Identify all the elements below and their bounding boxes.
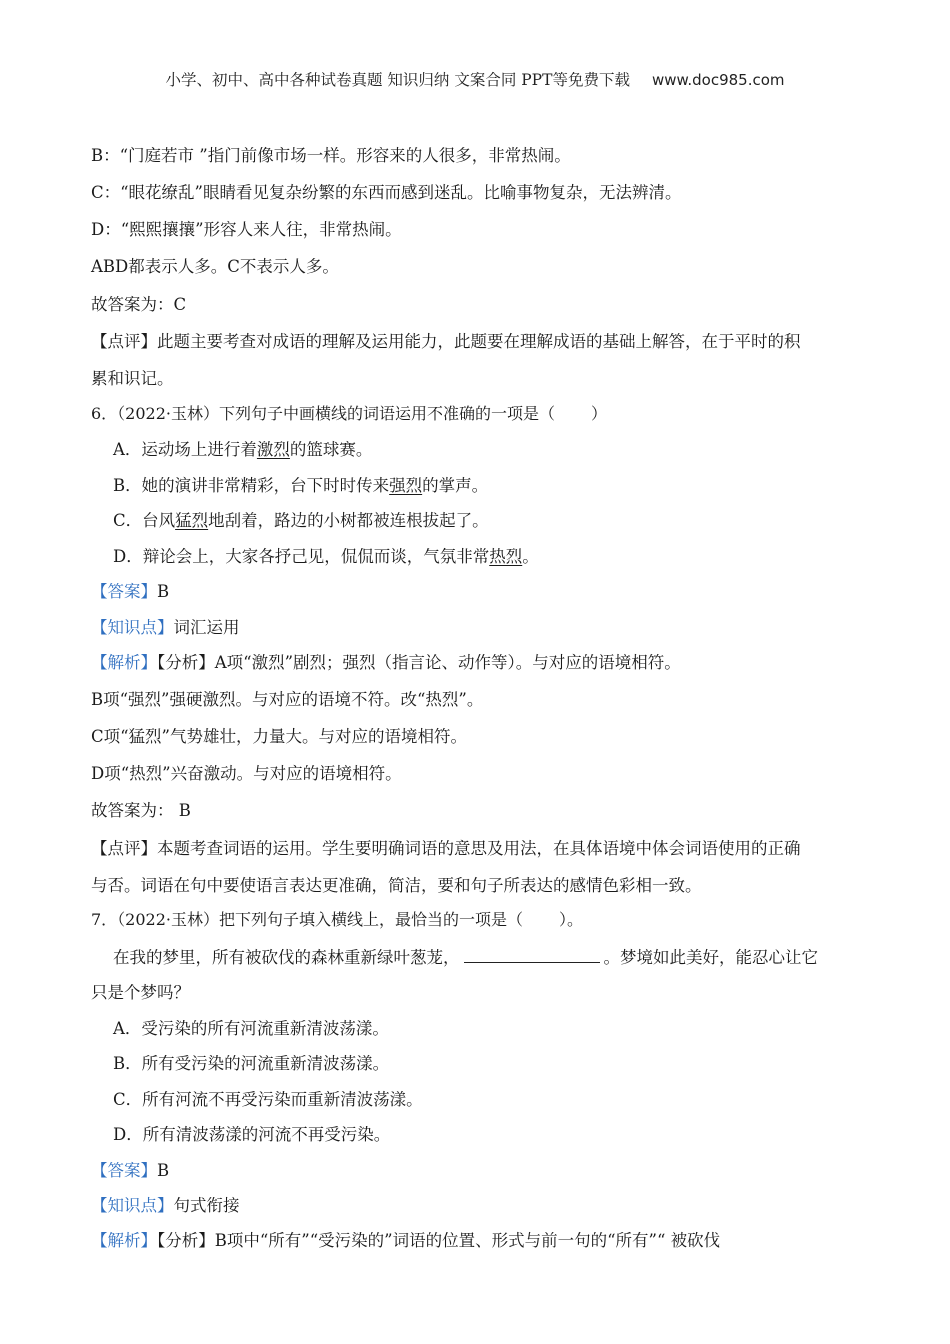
q6-option-c bbox=[113, 513, 489, 530]
option-text: 地刮着，路边的小树都被连根拔起了。 bbox=[208, 511, 489, 530]
passage-text-cont: 。梦境如此美好，能忍心让它 bbox=[603, 948, 818, 967]
q6-analysis bbox=[91, 655, 681, 672]
q7-stem bbox=[91, 912, 583, 928]
underlined-word: 热烈 bbox=[489, 547, 523, 566]
option-text: 的篮球赛。 bbox=[289, 440, 373, 459]
prev-option-c-explanation: C：“眼花缭乱”眼睛看见复杂纷繁的东西而感到迷乱。比喻事物复杂，无法辨清。 bbox=[91, 183, 682, 202]
q7-option-a: A．受污染的所有河流重新清波荡漾。 bbox=[113, 1019, 389, 1038]
q6-stem-text: 6．（2022·玉林）下列句子中画横线的词语运用不准确的一项是（ bbox=[91, 404, 555, 423]
answer-value: B bbox=[157, 1161, 170, 1180]
prev-comment bbox=[91, 334, 801, 351]
passage-text: 在我的梦里，所有被砍伐的森林重新绿叶葱茏， bbox=[113, 948, 460, 967]
knowledge-value: 句式衔接 bbox=[173, 1196, 240, 1215]
analysis-tag: 【解析】 bbox=[91, 1231, 157, 1250]
comment-text: 本题考查词语的运用。学生要明确词语的意思及用法，在具体语境中体会词语使用的正确 bbox=[157, 839, 801, 858]
answer-value: B bbox=[157, 582, 170, 601]
q6-option-a bbox=[113, 442, 372, 459]
q7-knowledge-point bbox=[91, 1198, 240, 1215]
q7-option-c: C．所有河流不再受污染而重新清波荡漾。 bbox=[113, 1090, 423, 1109]
q7-passage-line2: 只是个梦吗？ bbox=[91, 983, 190, 1002]
q6-comment-cont: 与否。词语在句中要使语言表达更准确，简洁，要和句子所表达的感情色彩相一致。 bbox=[91, 876, 702, 895]
q7-stem-text: 7．（2022·玉林）把下列句子填入横线上，最恰当的一项是（ bbox=[91, 910, 523, 929]
answer-tag: 【答案】 bbox=[91, 1161, 157, 1180]
q7-passage bbox=[113, 948, 818, 967]
option-text: 。 bbox=[522, 547, 539, 566]
header-title: 小学、初中、高中各种试卷真题 知识归纳 文案合同 PPT等免费下载 bbox=[165, 71, 630, 89]
q6-knowledge-point bbox=[91, 620, 240, 637]
q7-option-b: B．所有受污染的河流重新清波荡漾。 bbox=[113, 1054, 390, 1073]
comment-text: 此题主要考查对成语的理解及运用能力，此题要在理解成语的基础上解答，在于平时的积 bbox=[157, 332, 801, 351]
knowledge-value: 词汇运用 bbox=[173, 618, 240, 637]
q6-stem-close: ） bbox=[591, 404, 608, 423]
option-text: 的掌声。 bbox=[422, 476, 489, 495]
prev-option-b-explanation: B：“门庭若市 ”指门前像市场一样。形容来的人很多，非常热闹。 bbox=[91, 146, 571, 165]
prev-summary: ABD都表示人多。C不表示人多。 bbox=[91, 257, 339, 276]
q6-analysis-d: D项“热烈”兴奋激动。与对应的语境相符。 bbox=[91, 764, 402, 783]
knowledge-tag: 【知识点】 bbox=[91, 1196, 174, 1215]
q7-analysis bbox=[91, 1233, 720, 1250]
underlined-word: 激烈 bbox=[256, 440, 290, 459]
q7-option-d: D．所有清波荡漾的河流不再受污染。 bbox=[113, 1125, 391, 1144]
q6-comment bbox=[91, 841, 801, 858]
prev-option-d-explanation: D：“熙熙攘攘”形容人来人往，非常热闹。 bbox=[91, 220, 402, 239]
q6-answer bbox=[91, 584, 169, 601]
q7-stem-close: ）。 bbox=[559, 910, 584, 929]
page-header bbox=[0, 68, 950, 90]
q6-analysis-c: C项“猛烈”气势雄壮，力量大。与对应的语境相符。 bbox=[91, 727, 467, 746]
knowledge-tag: 【知识点】 bbox=[91, 618, 174, 637]
q6-analysis-b: B项“强烈”强硬激烈。与对应的语境不符。改“热烈”。 bbox=[91, 690, 484, 709]
q6-final-answer: 故答案为： B bbox=[91, 801, 191, 820]
q6-option-d bbox=[113, 549, 539, 566]
q7-answer bbox=[91, 1163, 169, 1180]
fill-blank bbox=[464, 948, 600, 963]
analysis-text: 【分析】B项中“所有”“受污染的”词语的位置、形式与前一句的“所有”“ 被砍伐 bbox=[157, 1231, 721, 1250]
underlined-word: 强烈 bbox=[389, 476, 423, 495]
analysis-tag: 【解析】 bbox=[91, 653, 157, 672]
prev-comment-cont: 累和识记。 bbox=[91, 369, 174, 388]
underlined-word: 猛烈 bbox=[175, 511, 209, 530]
comment-tag: 【点评】 bbox=[91, 839, 157, 858]
analysis-text: 【分析】A项“激烈”剧烈；强烈（指言论、动作等）。与对应的语境相符。 bbox=[157, 653, 681, 672]
option-text: D．辩论会上，大家各抒己见，侃侃而谈，气氛非常 bbox=[113, 547, 490, 566]
header-site-link[interactable]: www.doc985.com bbox=[651, 71, 785, 89]
answer-tag: 【答案】 bbox=[91, 582, 157, 601]
comment-tag: 【点评】 bbox=[91, 332, 157, 351]
option-text: A．运动场上进行着 bbox=[113, 440, 257, 459]
q6-stem bbox=[91, 406, 607, 422]
q6-option-b bbox=[113, 478, 488, 495]
option-text: C．台风 bbox=[113, 511, 176, 530]
option-text: B．她的演讲非常精彩，台下时时传来 bbox=[113, 476, 390, 495]
prev-answer: 故答案为：C bbox=[91, 295, 187, 314]
